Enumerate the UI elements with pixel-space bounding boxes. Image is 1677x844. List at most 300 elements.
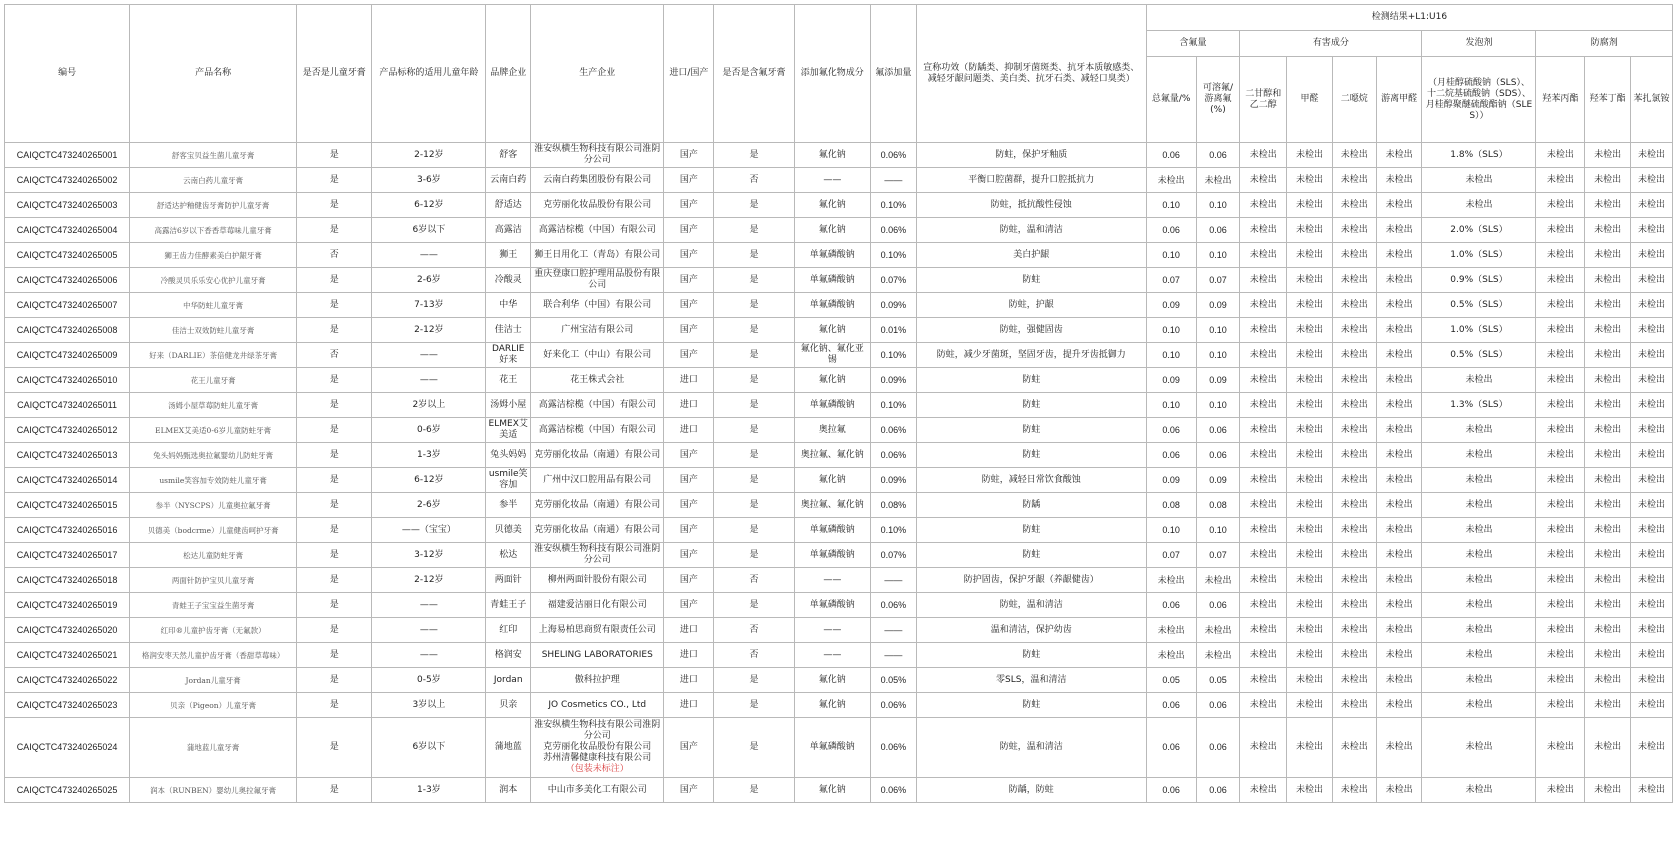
cell-methanol: 未检出 bbox=[1287, 268, 1333, 293]
cell-id: CAIQCTC473240265025 bbox=[5, 778, 130, 803]
cell-fluoride-amount: 0.10% bbox=[870, 393, 916, 418]
cell-fluoride: 是 bbox=[714, 543, 794, 568]
cell-id: CAIQCTC473240265009 bbox=[5, 343, 130, 368]
table-row bbox=[5, 443, 1673, 468]
cell-origin: 国产 bbox=[664, 318, 714, 343]
cell-free-formaldehyde: 未检出 bbox=[1376, 393, 1422, 418]
cell-soluble-fluoride: 0.09 bbox=[1196, 468, 1240, 493]
cell-product-name: 冷酸灵贝乐乐安心优护儿童牙膏 bbox=[130, 268, 297, 293]
cell-glycols: 未检出 bbox=[1240, 468, 1287, 493]
manufacturer-line: 淮安纵横生物科技有限公司淮阴分公司 bbox=[534, 720, 661, 741]
cell-age: 3-12岁 bbox=[372, 543, 486, 568]
cell-product-name: 佳洁士双效防蛀儿童牙膏 bbox=[130, 318, 297, 343]
cell-benzalkonium: 未检出 bbox=[1631, 568, 1673, 593]
cell-propylparaben: 未检出 bbox=[1536, 468, 1585, 493]
cell-propylparaben: 未检出 bbox=[1536, 718, 1585, 778]
cell-id: CAIQCTC473240265015 bbox=[5, 493, 130, 518]
cell-foaming-agent: 2.0%（SLS） bbox=[1422, 218, 1536, 243]
cell-total-fluoride: 0.06 bbox=[1146, 443, 1196, 468]
cell-dioxane: 未检出 bbox=[1332, 718, 1376, 778]
cell-free-formaldehyde: 未检出 bbox=[1376, 618, 1422, 643]
cell-total-fluoride: 0.06 bbox=[1146, 593, 1196, 618]
cell-dioxane: 未检出 bbox=[1332, 693, 1376, 718]
cell-total-fluoride: 0.06 bbox=[1146, 143, 1196, 168]
cell-brand: 两面针 bbox=[486, 568, 531, 593]
col-header-manufacturer: 生产企业 bbox=[531, 5, 664, 143]
cell-is-child: 是 bbox=[297, 618, 372, 643]
cell-fluoride-amount: 0.07% bbox=[870, 543, 916, 568]
cell-propylparaben: 未检出 bbox=[1536, 443, 1585, 468]
cell-fluoride-amount: 0.06% bbox=[870, 418, 916, 443]
cell-brand: ELMEX艾美适 bbox=[486, 418, 531, 443]
cell-propylparaben: 未检出 bbox=[1536, 268, 1585, 293]
cell-total-fluoride: 0.07 bbox=[1146, 268, 1196, 293]
cell-claim: 防蛀 bbox=[916, 393, 1146, 418]
group-header-harmful: 有害成分 bbox=[1240, 31, 1422, 57]
col-header-brand: 品牌企业 bbox=[486, 5, 531, 143]
cell-product-name: 舒客宝贝益生菌儿童牙膏 bbox=[130, 143, 297, 168]
cell-product-name: 好来（DARLIE）茶倍健龙井绿茶牙膏 bbox=[130, 343, 297, 368]
cell-claim: 平衡口腔菌群，提升口腔抵抗力 bbox=[916, 168, 1146, 193]
cell-fluoride: 是 bbox=[714, 193, 794, 218]
cell-propylparaben: 未检出 bbox=[1536, 518, 1585, 543]
cell-product-name: 松达儿童防蛀牙膏 bbox=[130, 543, 297, 568]
cell-fluoride: 是 bbox=[714, 368, 794, 393]
cell-dioxane: 未检出 bbox=[1332, 593, 1376, 618]
cell-dioxane: 未检出 bbox=[1332, 568, 1376, 593]
cell-propylparaben: 未检出 bbox=[1536, 318, 1585, 343]
cell-butylparaben: 未检出 bbox=[1585, 418, 1631, 443]
table-row bbox=[5, 493, 1673, 518]
cell-brand: Jordan bbox=[486, 668, 531, 693]
cell-brand: 参半 bbox=[486, 493, 531, 518]
cell-total-fluoride: 未检出 bbox=[1146, 618, 1196, 643]
cell-origin: 国产 bbox=[664, 718, 714, 778]
cell-is-child: 是 bbox=[297, 418, 372, 443]
cell-free-formaldehyde: 未检出 bbox=[1376, 493, 1422, 518]
cell-benzalkonium: 未检出 bbox=[1631, 618, 1673, 643]
cell-is-child: 是 bbox=[297, 318, 372, 343]
cell-claim: 防蛀 bbox=[916, 518, 1146, 543]
col-header-free-formaldehyde: 游离甲醛 bbox=[1376, 57, 1422, 143]
cell-origin: 进口 bbox=[664, 618, 714, 643]
cell-glycols: 未检出 bbox=[1240, 593, 1287, 618]
cell-id: CAIQCTC473240265019 bbox=[5, 593, 130, 618]
cell-product-name: 贝亲（Pigeon）儿童牙膏 bbox=[130, 693, 297, 718]
cell-free-formaldehyde: 未检出 bbox=[1376, 643, 1422, 668]
cell-soluble-fluoride: 未检出 bbox=[1196, 168, 1240, 193]
cell-methanol: 未检出 bbox=[1287, 543, 1333, 568]
cell-fluoride-amount: —— bbox=[870, 643, 916, 668]
cell-fluoride-ingredient: 单氟磷酸钠 bbox=[794, 718, 870, 778]
manufacturer-line: 苏州清馨健康科技有限公司 bbox=[543, 753, 652, 763]
cell-fluoride-amount: 0.09% bbox=[870, 468, 916, 493]
cell-glycols: 未检出 bbox=[1240, 393, 1287, 418]
cell-fluoride-ingredient: 奥拉氟、氟化钠 bbox=[794, 443, 870, 468]
cell-butylparaben: 未检出 bbox=[1585, 693, 1631, 718]
cell-brand: 佳洁士 bbox=[486, 318, 531, 343]
cell-product-name: 青蛙王子宝宝益生菌牙膏 bbox=[130, 593, 297, 618]
cell-benzalkonium: 未检出 bbox=[1631, 243, 1673, 268]
cell-origin: 国产 bbox=[664, 193, 714, 218]
cell-propylparaben: 未检出 bbox=[1536, 368, 1585, 393]
table-row bbox=[5, 618, 1673, 643]
cell-butylparaben: 未检出 bbox=[1585, 193, 1631, 218]
cell-product-name: 润本（RUNBEN）婴幼儿奥拉氟牙膏 bbox=[130, 778, 297, 803]
cell-is-child: 是 bbox=[297, 718, 372, 778]
cell-is-child: 是 bbox=[297, 643, 372, 668]
cell-claim: 防蛀，减少牙菌斑，坚固牙齿，提升牙齿抵御力 bbox=[916, 343, 1146, 368]
cell-free-formaldehyde: 未检出 bbox=[1376, 778, 1422, 803]
cell-is-child: 是 bbox=[297, 168, 372, 193]
cell-claim: 防蛀，温和清洁 bbox=[916, 218, 1146, 243]
cell-fluoride: 是 bbox=[714, 418, 794, 443]
cell-foaming-agent: 未检出 bbox=[1422, 468, 1536, 493]
cell-benzalkonium: 未检出 bbox=[1631, 368, 1673, 393]
cell-methanol: 未检出 bbox=[1287, 293, 1333, 318]
cell-free-formaldehyde: 未检出 bbox=[1376, 468, 1422, 493]
table-row bbox=[5, 268, 1673, 293]
cell-manufacturer: 重庆登康口腔护理用品股份有限公司 bbox=[531, 268, 664, 293]
cell-dioxane: 未检出 bbox=[1332, 418, 1376, 443]
cell-butylparaben: 未检出 bbox=[1585, 718, 1631, 778]
cell-is-child: 是 bbox=[297, 193, 372, 218]
cell-manufacturer: 福建爱洁丽日化有限公司 bbox=[531, 593, 664, 618]
cell-methanol: 未检出 bbox=[1287, 343, 1333, 368]
cell-glycols: 未检出 bbox=[1240, 618, 1287, 643]
cell-methanol: 未检出 bbox=[1287, 393, 1333, 418]
cell-benzalkonium: 未检出 bbox=[1631, 218, 1673, 243]
cell-dioxane: 未检出 bbox=[1332, 343, 1376, 368]
cell-methanol: 未检出 bbox=[1287, 493, 1333, 518]
cell-free-formaldehyde: 未检出 bbox=[1376, 318, 1422, 343]
cell-total-fluoride: 0.06 bbox=[1146, 778, 1196, 803]
cell-age: 2-12岁 bbox=[372, 318, 486, 343]
cell-fluoride: 是 bbox=[714, 443, 794, 468]
cell-is-child: 是 bbox=[297, 218, 372, 243]
cell-butylparaben: 未检出 bbox=[1585, 168, 1631, 193]
cell-claim: 零SLS，温和清洁 bbox=[916, 668, 1146, 693]
cell-dioxane: 未检出 bbox=[1332, 318, 1376, 343]
table-row bbox=[5, 778, 1673, 803]
table-row bbox=[5, 193, 1673, 218]
cell-id: CAIQCTC473240265023 bbox=[5, 693, 130, 718]
cell-fluoride: 是 bbox=[714, 393, 794, 418]
cell-fluoride-amount: 0.10% bbox=[870, 518, 916, 543]
cell-brand: 云南白药 bbox=[486, 168, 531, 193]
cell-claim: 防蛀 bbox=[916, 693, 1146, 718]
cell-origin: 国产 bbox=[664, 243, 714, 268]
cell-manufacturer: JO Cosmetics CO., Ltd bbox=[531, 693, 664, 718]
cell-free-formaldehyde: 未检出 bbox=[1376, 593, 1422, 618]
cell-butylparaben: 未检出 bbox=[1585, 543, 1631, 568]
cell-foaming-agent: 未检出 bbox=[1422, 568, 1536, 593]
cell-age: 3岁以上 bbox=[372, 693, 486, 718]
cell-is-child: 是 bbox=[297, 143, 372, 168]
cell-fluoride-ingredient: 单氟磷酸钠 bbox=[794, 543, 870, 568]
cell-brand: 冷酸灵 bbox=[486, 268, 531, 293]
cell-brand: 中华 bbox=[486, 293, 531, 318]
cell-benzalkonium: 未检出 bbox=[1631, 193, 1673, 218]
col-header-propylparaben: 羟苯丙酯 bbox=[1536, 57, 1585, 143]
col-header-fluoride-toothpaste: 是否是含氟牙膏 bbox=[714, 5, 794, 143]
cell-butylparaben: 未检出 bbox=[1585, 618, 1631, 643]
cell-is-child: 是 bbox=[297, 293, 372, 318]
cell-claim: 防蛀，保护牙釉质 bbox=[916, 143, 1146, 168]
cell-claim: 防蛀 bbox=[916, 268, 1146, 293]
cell-foaming-agent: 未检出 bbox=[1422, 168, 1536, 193]
cell-claim: 温和清洁，保护幼齿 bbox=[916, 618, 1146, 643]
cell-glycols: 未检出 bbox=[1240, 293, 1287, 318]
cell-is-child: 是 bbox=[297, 518, 372, 543]
cell-benzalkonium: 未检出 bbox=[1631, 718, 1673, 778]
cell-is-child: 是 bbox=[297, 668, 372, 693]
cell-benzalkonium: 未检出 bbox=[1631, 293, 1673, 318]
cell-dioxane: 未检出 bbox=[1332, 493, 1376, 518]
cell-fluoride: 是 bbox=[714, 718, 794, 778]
table-row bbox=[5, 318, 1673, 343]
cell-id: CAIQCTC473240265013 bbox=[5, 443, 130, 468]
cell-brand: 格润安 bbox=[486, 643, 531, 668]
cell-fluoride-ingredient: 单氟磷酸钠 bbox=[794, 243, 870, 268]
cell-product-name: 舒适达护釉健齿牙膏防护儿童牙膏 bbox=[130, 193, 297, 218]
cell-foaming-agent: 1.8%（SLS） bbox=[1422, 143, 1536, 168]
cell-total-fluoride: 0.10 bbox=[1146, 393, 1196, 418]
col-header-butylparaben: 羟苯丁酯 bbox=[1585, 57, 1631, 143]
cell-product-name: 两面针防护宝贝儿童牙膏 bbox=[130, 568, 297, 593]
cell-brand: 兔头妈妈 bbox=[486, 443, 531, 468]
cell-butylparaben: 未检出 bbox=[1585, 443, 1631, 468]
cell-dioxane: 未检出 bbox=[1332, 143, 1376, 168]
cell-fluoride-amount: 0.08% bbox=[870, 493, 916, 518]
col-header-fluoride-amount: 氟添加量 bbox=[870, 5, 916, 143]
cell-methanol: 未检出 bbox=[1287, 243, 1333, 268]
cell-methanol: 未检出 bbox=[1287, 443, 1333, 468]
cell-origin: 国产 bbox=[664, 293, 714, 318]
cell-dioxane: 未检出 bbox=[1332, 618, 1376, 643]
cell-manufacturer bbox=[531, 718, 664, 778]
cell-methanol: 未检出 bbox=[1287, 778, 1333, 803]
cell-total-fluoride: 0.06 bbox=[1146, 718, 1196, 778]
cell-propylparaben: 未检出 bbox=[1536, 668, 1585, 693]
cell-methanol: 未检出 bbox=[1287, 318, 1333, 343]
cell-foaming-agent: 未检出 bbox=[1422, 718, 1536, 778]
cell-methanol: 未检出 bbox=[1287, 368, 1333, 393]
cell-id: CAIQCTC473240265004 bbox=[5, 218, 130, 243]
cell-product-name: usmile笑容加专效防蛀儿童牙膏 bbox=[130, 468, 297, 493]
cell-free-formaldehyde: 未检出 bbox=[1376, 368, 1422, 393]
table-row bbox=[5, 593, 1673, 618]
cell-fluoride: 否 bbox=[714, 618, 794, 643]
cell-free-formaldehyde: 未检出 bbox=[1376, 718, 1422, 778]
col-header-total-fluoride: 总氟量/% bbox=[1146, 57, 1196, 143]
cell-fluoride-ingredient: 单氟磷酸钠 bbox=[794, 518, 870, 543]
cell-fluoride-amount: —— bbox=[870, 568, 916, 593]
cell-soluble-fluoride: 0.09 bbox=[1196, 293, 1240, 318]
cell-soluble-fluoride: 未检出 bbox=[1196, 643, 1240, 668]
cell-brand: 花王 bbox=[486, 368, 531, 393]
cell-manufacturer: 柳州两面针股份有限公司 bbox=[531, 568, 664, 593]
cell-free-formaldehyde: 未检出 bbox=[1376, 693, 1422, 718]
cell-soluble-fluoride: 0.06 bbox=[1196, 778, 1240, 803]
cell-foaming-agent: 未检出 bbox=[1422, 443, 1536, 468]
cell-methanol: 未检出 bbox=[1287, 668, 1333, 693]
cell-soluble-fluoride: 0.10 bbox=[1196, 343, 1240, 368]
manufacturer-note: （包装未标注） bbox=[565, 764, 629, 774]
cell-fluoride-amount: 0.06% bbox=[870, 593, 916, 618]
cell-free-formaldehyde: 未检出 bbox=[1376, 418, 1422, 443]
cell-product-name: 贝德美（bodcrme）儿童健齿呵护牙膏 bbox=[130, 518, 297, 543]
cell-total-fluoride: 0.06 bbox=[1146, 218, 1196, 243]
cell-origin: 国产 bbox=[664, 468, 714, 493]
col-header-results: 检测结果+L1:U16 bbox=[1146, 5, 1672, 31]
cell-is-child: 是 bbox=[297, 493, 372, 518]
cell-soluble-fluoride: 0.06 bbox=[1196, 143, 1240, 168]
cell-soluble-fluoride: 0.07 bbox=[1196, 268, 1240, 293]
cell-foaming-agent: 0.9%（SLS） bbox=[1422, 268, 1536, 293]
col-header-claims: 宣称功效（防龋类、抑制牙菌斑类、抗牙本质敏感类、减轻牙龈问题类、美白类、抗牙石类、减轻口臭类） bbox=[916, 5, 1146, 143]
cell-is-child: 是 bbox=[297, 778, 372, 803]
cell-is-child: 是 bbox=[297, 568, 372, 593]
cell-fluoride-amount: 0.06% bbox=[870, 693, 916, 718]
cell-foaming-agent: 1.0%（SLS） bbox=[1422, 243, 1536, 268]
cell-free-formaldehyde: 未检出 bbox=[1376, 443, 1422, 468]
table-row bbox=[5, 568, 1673, 593]
cell-fluoride-ingredient: 氟化钠 bbox=[794, 193, 870, 218]
cell-soluble-fluoride: 0.06 bbox=[1196, 693, 1240, 718]
cell-dioxane: 未检出 bbox=[1332, 668, 1376, 693]
cell-foaming-agent: 未检出 bbox=[1422, 668, 1536, 693]
cell-product-name: 蒲地蓝儿童牙膏 bbox=[130, 718, 297, 778]
cell-manufacturer: 中山市多美化工有限公司 bbox=[531, 778, 664, 803]
cell-free-formaldehyde: 未检出 bbox=[1376, 193, 1422, 218]
cell-glycols: 未检出 bbox=[1240, 568, 1287, 593]
cell-fluoride: 是 bbox=[714, 218, 794, 243]
col-header-age: 产品标称的适用儿童年龄 bbox=[372, 5, 486, 143]
cell-foaming-agent: 未检出 bbox=[1422, 543, 1536, 568]
cell-fluoride-ingredient: 氟化钠 bbox=[794, 143, 870, 168]
cell-dioxane: 未检出 bbox=[1332, 518, 1376, 543]
cell-fluoride-amount: 0.10% bbox=[870, 343, 916, 368]
cell-soluble-fluoride: 0.06 bbox=[1196, 718, 1240, 778]
cell-id: CAIQCTC473240265021 bbox=[5, 643, 130, 668]
cell-free-formaldehyde: 未检出 bbox=[1376, 543, 1422, 568]
cell-origin: 国产 bbox=[664, 568, 714, 593]
cell-glycols: 未检出 bbox=[1240, 543, 1287, 568]
cell-butylparaben: 未检出 bbox=[1585, 368, 1631, 393]
cell-manufacturer: 克劳丽化妆品（南通）有限公司 bbox=[531, 443, 664, 468]
cell-propylparaben: 未检出 bbox=[1536, 778, 1585, 803]
cell-age: 6岁以下 bbox=[372, 718, 486, 778]
cell-fluoride: 是 bbox=[714, 318, 794, 343]
cell-id: CAIQCTC473240265005 bbox=[5, 243, 130, 268]
cell-product-name: 高露洁6岁以下香香草莓味儿童牙膏 bbox=[130, 218, 297, 243]
cell-foaming-agent: 未检出 bbox=[1422, 693, 1536, 718]
cell-fluoride: 是 bbox=[714, 593, 794, 618]
cell-id: CAIQCTC473240265024 bbox=[5, 718, 130, 778]
table-row bbox=[5, 368, 1673, 393]
cell-glycols: 未检出 bbox=[1240, 343, 1287, 368]
cell-product-name: 云南白药儿童牙膏 bbox=[130, 168, 297, 193]
cell-fluoride-amount: —— bbox=[870, 618, 916, 643]
cell-free-formaldehyde: 未检出 bbox=[1376, 293, 1422, 318]
cell-brand: DARLIE好来 bbox=[486, 343, 531, 368]
col-header-is-child: 是否是儿童牙膏 bbox=[297, 5, 372, 143]
cell-id: CAIQCTC473240265001 bbox=[5, 143, 130, 168]
col-header-methanol: 甲醛 bbox=[1287, 57, 1333, 143]
cell-origin: 进口 bbox=[664, 643, 714, 668]
cell-manufacturer: 克劳丽化妆品股份有限公司 bbox=[531, 193, 664, 218]
cell-methanol: 未检出 bbox=[1287, 168, 1333, 193]
toothpaste-test-results-table bbox=[4, 4, 1673, 803]
cell-id: CAIQCTC473240265011 bbox=[5, 393, 130, 418]
cell-brand: 高露洁 bbox=[486, 218, 531, 243]
cell-brand: 红印 bbox=[486, 618, 531, 643]
cell-age: 0-6岁 bbox=[372, 418, 486, 443]
cell-propylparaben: 未检出 bbox=[1536, 643, 1585, 668]
cell-foaming-agent: 未检出 bbox=[1422, 193, 1536, 218]
cell-claim: 防蛀 bbox=[916, 443, 1146, 468]
cell-age: 2-12岁 bbox=[372, 568, 486, 593]
cell-fluoride-ingredient: —— bbox=[794, 168, 870, 193]
cell-fluoride: 是 bbox=[714, 493, 794, 518]
cell-fluoride-ingredient: 氟化钠 bbox=[794, 668, 870, 693]
cell-fluoride-ingredient: 氟化钠、氟化亚锡 bbox=[794, 343, 870, 368]
cell-butylparaben: 未检出 bbox=[1585, 343, 1631, 368]
cell-manufacturer: 上海易柏思商贸有限责任公司 bbox=[531, 618, 664, 643]
cell-fluoride-ingredient: 氟化钠 bbox=[794, 318, 870, 343]
col-header-dioxane: 二噁烷 bbox=[1332, 57, 1376, 143]
cell-brand: 青蛙王子 bbox=[486, 593, 531, 618]
cell-dioxane: 未检出 bbox=[1332, 368, 1376, 393]
cell-fluoride-amount: 0.06% bbox=[870, 778, 916, 803]
cell-foaming-agent: 未检出 bbox=[1422, 778, 1536, 803]
cell-brand: 舒客 bbox=[486, 143, 531, 168]
col-header-soluble-fluoride: 可溶氟/游离氟(%) bbox=[1196, 57, 1240, 143]
cell-brand: 蒲地蓝 bbox=[486, 718, 531, 778]
cell-total-fluoride: 未检出 bbox=[1146, 568, 1196, 593]
cell-fluoride-amount: —— bbox=[870, 168, 916, 193]
table-row bbox=[5, 543, 1673, 568]
cell-soluble-fluoride: 未检出 bbox=[1196, 618, 1240, 643]
cell-dioxane: 未检出 bbox=[1332, 393, 1376, 418]
cell-butylparaben: 未检出 bbox=[1585, 143, 1631, 168]
table-row bbox=[5, 343, 1673, 368]
cell-fluoride-amount: 0.01% bbox=[870, 318, 916, 343]
cell-age: 1-3岁 bbox=[372, 443, 486, 468]
cell-propylparaben: 未检出 bbox=[1536, 143, 1585, 168]
cell-age: —— bbox=[372, 243, 486, 268]
cell-total-fluoride: 0.10 bbox=[1146, 193, 1196, 218]
cell-free-formaldehyde: 未检出 bbox=[1376, 568, 1422, 593]
cell-product-name: 格润安枣天然儿童护齿牙膏（香甜草莓味） bbox=[130, 643, 297, 668]
cell-claim: 防蛀，温和清洁 bbox=[916, 593, 1146, 618]
cell-is-child: 是 bbox=[297, 468, 372, 493]
cell-manufacturer: 高露洁棕榄（中国）有限公司 bbox=[531, 418, 664, 443]
cell-brand: 舒适达 bbox=[486, 193, 531, 218]
cell-age: 1-3岁 bbox=[372, 778, 486, 803]
cell-manufacturer: 狮王日用化工（青岛）有限公司 bbox=[531, 243, 664, 268]
group-header-foaming-agent: 发泡剂 bbox=[1422, 31, 1536, 57]
cell-product-name: ELMEX艾美适0-6岁儿童防蛀牙膏 bbox=[130, 418, 297, 443]
cell-id: CAIQCTC473240265022 bbox=[5, 668, 130, 693]
cell-dioxane: 未检出 bbox=[1332, 443, 1376, 468]
cell-propylparaben: 未检出 bbox=[1536, 343, 1585, 368]
cell-age: 6-12岁 bbox=[372, 468, 486, 493]
cell-manufacturer: 克劳丽化妆品（南通）有限公司 bbox=[531, 518, 664, 543]
table-row bbox=[5, 693, 1673, 718]
cell-benzalkonium: 未检出 bbox=[1631, 318, 1673, 343]
